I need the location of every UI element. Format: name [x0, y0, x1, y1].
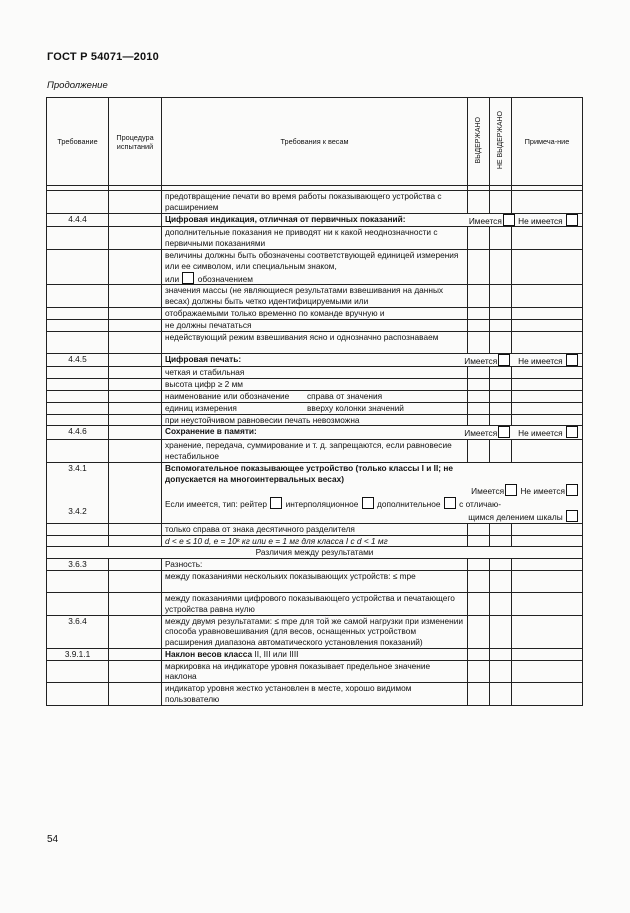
table-row: 3.6.3 Разность: — [47, 559, 583, 571]
col-passed: ВЫДЕРЖАНО — [468, 98, 490, 186]
section-row: Различия между результатами — [47, 547, 583, 559]
table-row: высота цифр ≥ 2 мм — [47, 379, 583, 391]
table-row: недействующий режим взвешивания ясно и однозначно распознаваем — [47, 331, 583, 353]
table-row: единиц измерения вверху колонки значений — [47, 402, 583, 414]
table-row: между показаниями цифрового показывающего устройства и печатающего устройства равна нулю — [47, 592, 583, 615]
table-row: только справа от знака десятичного разделителя — [47, 523, 583, 535]
page-number: 54 — [47, 834, 59, 845]
col-requirement: Требование — [47, 98, 109, 186]
table-row: маркировка на индикаторе уровня показывает предельное значение наклона — [47, 660, 583, 683]
table-row: отображаемыми только временно по команде вручную и — [47, 307, 583, 319]
col-note: Примеча-ние — [512, 98, 583, 186]
requirements-table — [46, 97, 583, 706]
checkbox[interactable] — [503, 214, 515, 226]
checkbox[interactable] — [498, 354, 510, 366]
table-row: d < e ≤ 10 d, e = 10ᵏ кг или e = 1 мг для класса I c d < 1 мг — [47, 535, 583, 547]
table-row: наименование или обозначение справа от значения — [47, 390, 583, 402]
document-header: ГОСТ Р 54071—2010 — [47, 51, 159, 63]
table-row: величины должны быть обозначены соответствующей единицей измерения или ее символом, или специальным знаком, или обозначением — [47, 249, 583, 284]
table-row: не должны печататься — [47, 319, 583, 331]
checkbox[interactable] — [566, 484, 578, 496]
table-row: 4.4.4 Цифровая индикация, отличная от первичных показаний: Имеется Не имеется — [47, 213, 583, 227]
col-requirements: Требования к весам — [162, 98, 468, 186]
continuation-label: Продолжение — [47, 80, 108, 91]
table-row: между показаниями нескольких показывающих устройств: ≤ mpe — [47, 570, 583, 592]
checkbox[interactable] — [270, 497, 282, 509]
table-row: 3.9.1.1 Наклон весов класса II, III или IIII — [47, 648, 583, 660]
table-row: 4.4.5 Цифровая печать: Имеется Не имеется — [47, 353, 583, 367]
table-row: 3.6.4 между двумя результатами: ≤ mpe для той же самой нагрузки при изменении способа уравновешивания (для весов, оснащенных устройством расширения диапазона автоматического установления показаний) — [47, 615, 583, 648]
table-row: индикатор уровня жестко установлен в месте, хорошо видимом пользователю — [47, 683, 583, 706]
table-row: 4.4.6 Сохранение в памяти: Имеется Не имеется — [47, 426, 583, 440]
table-row: 3.4.1 3.4.2 Вспомогательное показывающее устройство (только классы I и II; не допускается на многоинтервальных весах) Имеется Не имеется Если имеется, тип: рейтер интерполяционное дополнительное с отличаю- щимся делением шкалы — [47, 462, 583, 523]
checkbox[interactable] — [566, 214, 578, 226]
table-row: хранение, передача, суммирование и т. д. запрещаются, если равновесие нестабильное — [47, 440, 583, 463]
table-header-row — [47, 98, 583, 186]
checkbox[interactable] — [566, 510, 578, 522]
table-row: четкая и стабильная — [47, 367, 583, 379]
checkbox[interactable] — [566, 426, 578, 438]
table-row: при неустойчивом равновесии печать невозможна — [47, 414, 583, 426]
checkbox[interactable] — [182, 272, 194, 284]
table-row: значения массы (не являющиеся результатами взвешивания на данных весах) должны быть четко идентифицируемыми или — [47, 285, 583, 308]
checkbox[interactable] — [498, 426, 510, 438]
checkbox[interactable] — [444, 497, 456, 509]
col-failed: НЕ ВЫДЕРЖАНО — [490, 98, 512, 186]
checkbox[interactable] — [362, 497, 374, 509]
table-row: предотвращение печати во время работы показывающего устройства с расширением — [47, 191, 583, 214]
col-procedure: Процедура испытаний — [109, 98, 162, 186]
checkbox[interactable] — [505, 484, 517, 496]
table-row: дополнительные показания не приводят ни к какой неоднозначности с первичными показаниями — [47, 227, 583, 250]
checkbox[interactable] — [566, 354, 578, 366]
